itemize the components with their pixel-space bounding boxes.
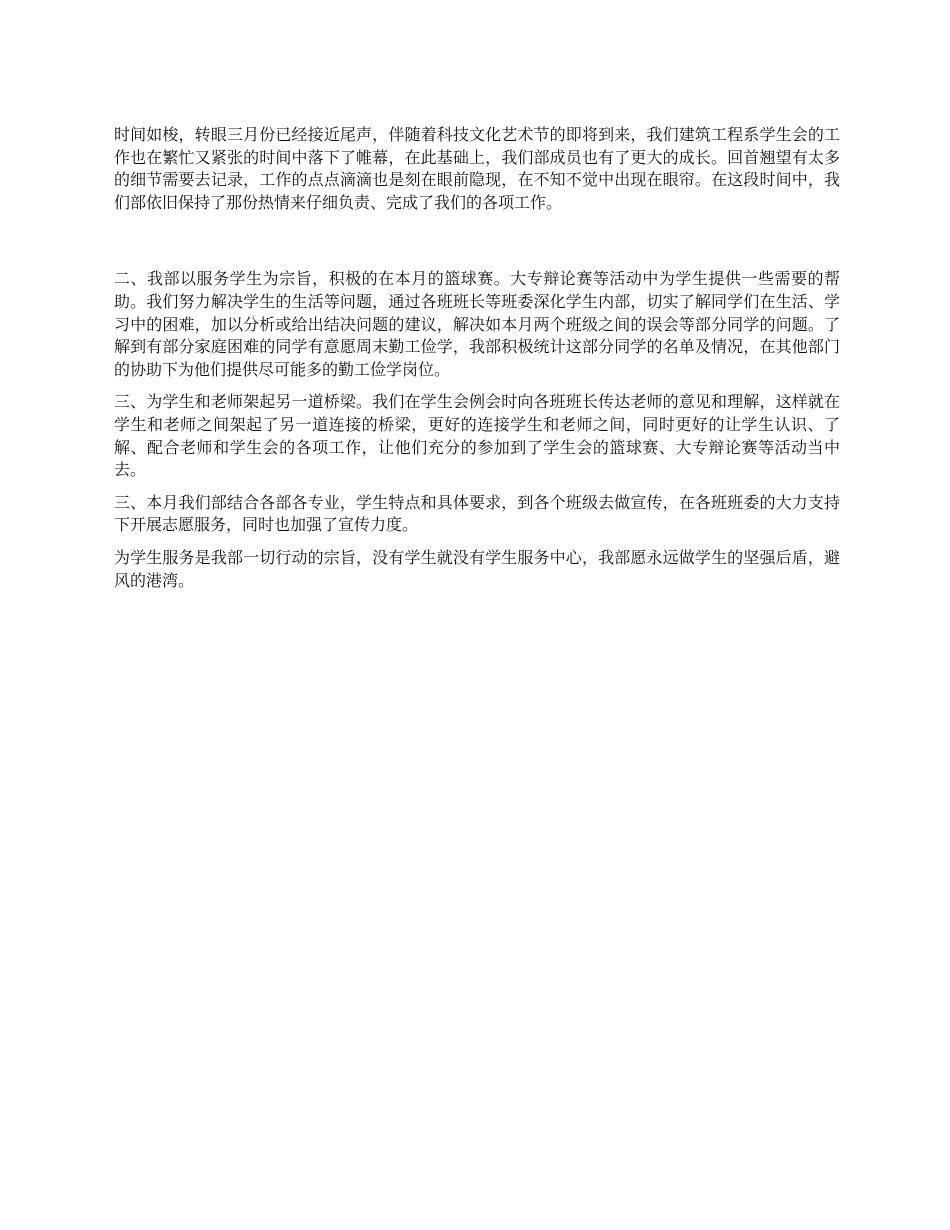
- document-body: [114, 124, 840, 602]
- paragraph-volunteer: 三、本月我们部结合各部各专业，学生特点和具体要求，到各个班级去做宣传，在各班班委的大力支持下开展志愿服务，同时也加强了宣传力度。: [114, 492, 840, 535]
- paragraph-closing: 为学生服务是我部一切行动的宗旨，没有学生就没有学生服务中心，我部愿永远做学生的坚强后盾，避风的港湾。: [114, 547, 840, 590]
- paragraph-bridge: 三、为学生和老师架起另一道桥梁。我们在学生会例会时向各班班长传达老师的意见和理解，这样就在学生和老师之间架起了另一道连接的桥梁，更好的连接学生和老师之间，同时更好的让学生认识、了解、配合老师和学生会的各项工作，让他们充分的参加到了学生会的篮球赛、大专辩论赛等活动当中去。: [114, 392, 840, 480]
- paragraph-service: 二、我部以服务学生为宗旨，积极的在本月的篮球赛。大专辩论赛等活动中为学生提供一些需要的帮助。我们努力解决学生的生活等问题，通过各班班长等班委深化学生内部，切实了解同学们在生活、学习中的困难，加以分析或给出结决问题的建议，解决如本月两个班级之间的误会等部分同学的问题。了解到有部分家庭困难的同学有意愿周末勤工俭学，我部积极统计这部分同学的名单及情况，在其他部门的协助下为他们提供尽可能多的勤工俭学岗位。: [114, 269, 840, 379]
- paragraph-intro: 时间如梭，转眼三月份已经接近尾声，伴随着科技文化艺术节的即将到来，我们建筑工程系学生会的工作也在繁忙又紧张的时间中落下了帷幕，在此基础上，我们部成员也有了更大的成长。回首翘望有太多的细节需要去记录，工作的点点滴滴也是刻在眼前隐现，在不知不觉中出现在眼帘。在这段时间中，我们部依旧保持了那份热情来仔细负责、完成了我们的各项工作。: [114, 125, 840, 212]
